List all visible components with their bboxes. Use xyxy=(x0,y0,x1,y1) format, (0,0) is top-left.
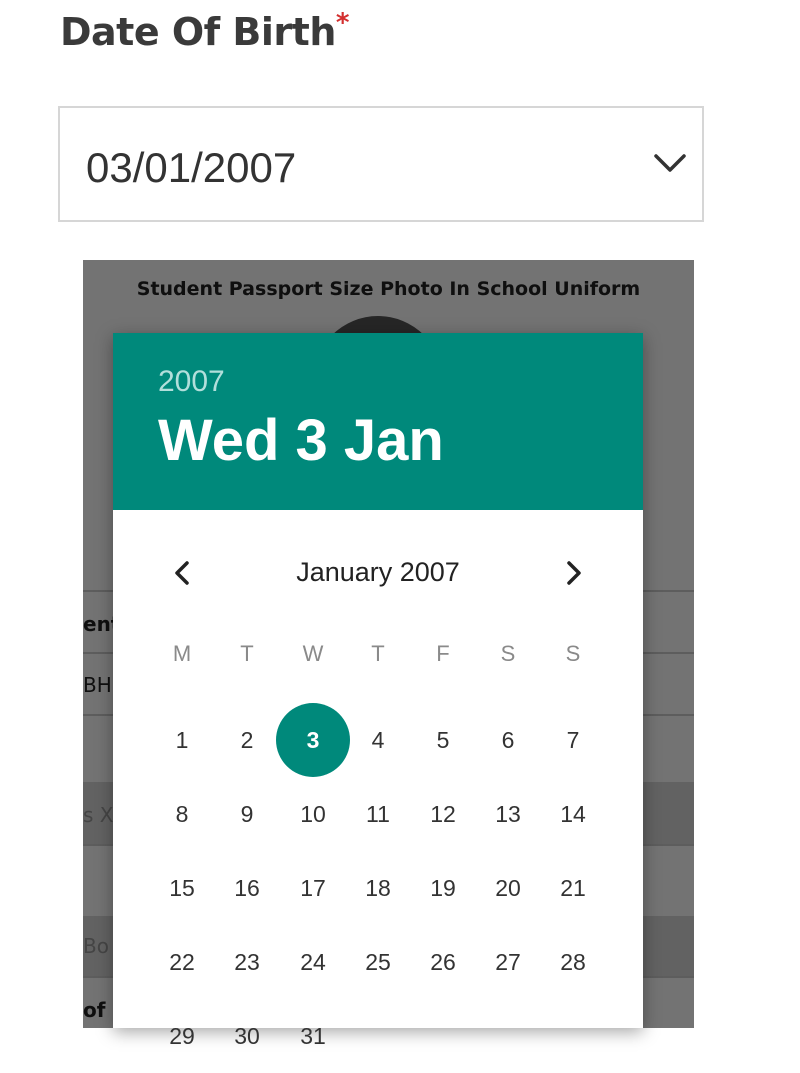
calendar-day[interactable]: 29 xyxy=(169,1023,195,1049)
calendar-day[interactable]: 5 xyxy=(436,727,450,753)
calendar-day[interactable]: 7 xyxy=(566,727,580,753)
calendar-day[interactable]: 10 xyxy=(300,801,326,827)
week-row xyxy=(150,939,606,979)
calendar-day[interactable]: 27 xyxy=(495,949,521,975)
calendar-day[interactable]: 6 xyxy=(501,727,515,753)
calendar-day[interactable]: 22 xyxy=(169,949,195,975)
month-title: January 2007 xyxy=(296,557,460,587)
calendar-day[interactable]: 9 xyxy=(240,801,254,827)
calendar-day[interactable]: 26 xyxy=(430,949,456,975)
week-row xyxy=(150,791,606,831)
weekday-label: M xyxy=(172,641,192,666)
calendar-day[interactable]: 1 xyxy=(175,727,189,753)
picker-header xyxy=(113,333,643,510)
weekday-header xyxy=(150,641,606,681)
calendar-day[interactable]: 15 xyxy=(169,875,195,901)
calendar-day[interactable]: 30 xyxy=(234,1023,260,1049)
calendar-day[interactable]: 17 xyxy=(300,875,326,901)
calendar-day[interactable]: 13 xyxy=(495,801,521,827)
week-row xyxy=(150,717,606,757)
required-marker: * xyxy=(335,8,349,38)
date-of-birth-select[interactable] xyxy=(58,106,704,222)
weekday-label: S xyxy=(565,641,581,666)
weekday-label: F xyxy=(436,641,450,666)
calendar-day[interactable]: 31 xyxy=(300,1023,326,1049)
week-row xyxy=(150,865,606,905)
week-row xyxy=(150,1013,606,1053)
calendar-day[interactable]: 23 xyxy=(234,949,260,975)
field-label xyxy=(60,10,349,54)
header-year[interactable]: 2007 xyxy=(158,365,225,398)
month-navigation xyxy=(113,553,643,593)
calendar-day[interactable]: 11 xyxy=(366,801,390,827)
calendar-day[interactable]: 4 xyxy=(371,727,385,753)
selected-day[interactable]: 3 xyxy=(276,703,350,777)
date-value: 03/01/2007 xyxy=(86,144,297,191)
calendar-day[interactable]: 2 xyxy=(240,727,254,753)
calendar-day[interactable]: 24 xyxy=(300,949,326,975)
calendar-day[interactable]: 25 xyxy=(365,949,391,975)
calendar-day[interactable]: 21 xyxy=(560,875,586,901)
weekday-label: S xyxy=(500,641,516,666)
calendar-day[interactable]: 18 xyxy=(365,875,391,901)
weekday-label: T xyxy=(371,641,385,666)
chevron-right-icon[interactable] xyxy=(559,559,587,587)
calendar-day[interactable]: 28 xyxy=(560,949,586,975)
field-label-text: Date Of Birth xyxy=(60,10,336,54)
calendar-day[interactable]: 19 xyxy=(430,875,456,901)
weekday-label: T xyxy=(240,641,254,666)
calendar-day[interactable]: 14 xyxy=(560,801,586,827)
date-picker-dialog xyxy=(113,333,643,1049)
weekday-label: W xyxy=(302,641,324,666)
calendar-day[interactable]: 12 xyxy=(430,801,456,827)
header-selected-date[interactable]: Wed 3 Jan xyxy=(158,408,444,473)
chevron-down-icon xyxy=(652,150,688,176)
calendar-day[interactable]: 16 xyxy=(234,875,260,901)
calendar-day[interactable]: 8 xyxy=(175,801,189,827)
calendar-day[interactable]: 20 xyxy=(495,875,521,901)
